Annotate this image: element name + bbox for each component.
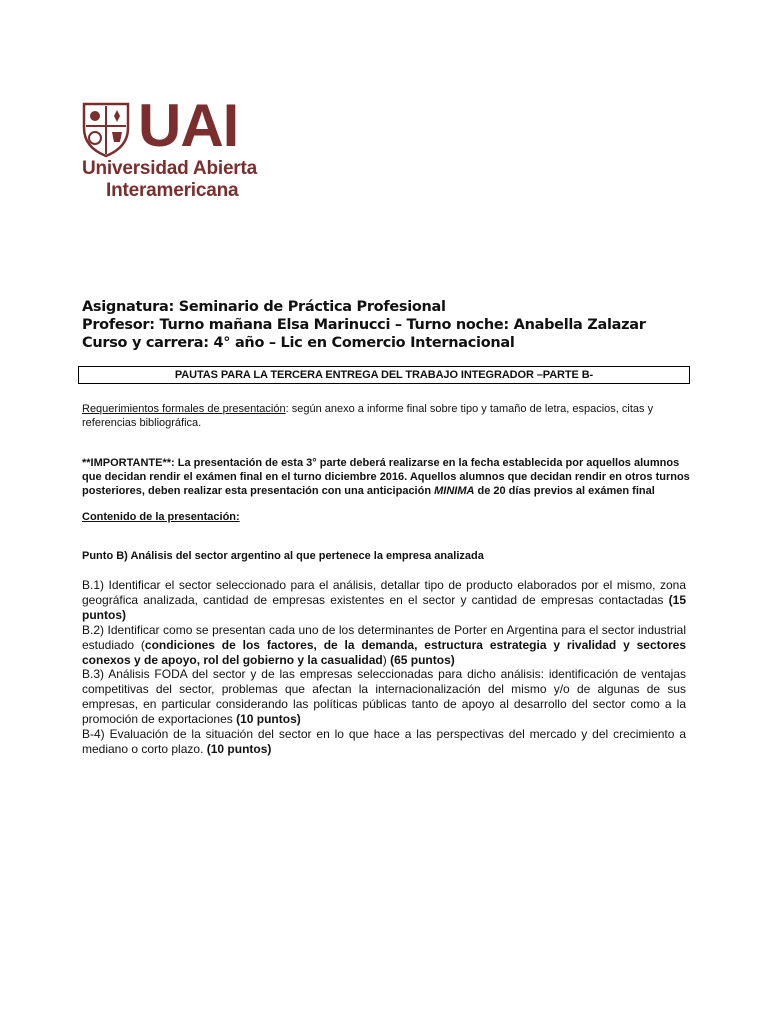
item-b3-points: (10 puntos) <box>236 712 301 726</box>
item-b4-points: (10 puntos) <box>206 742 272 756</box>
brand-mark: UAI <box>138 92 239 159</box>
requerimientos-text: : según anexo a informe final sobre tipo y tamaño de letra, espacios, citas y referencias bibliográfica. <box>82 403 654 429</box>
item-b1-text: B.1) Identificar el sector seleccionado para el análisis, detallar tipo de producto elaborados por el mismo, zona geográfica analizada, cantidad de empresas existentes en el sector y cantidad de empresas contactadas <box>82 578 686 607</box>
item-b3 <box>82 667 686 727</box>
item-b1-points: (15 puntos) <box>82 593 686 622</box>
importante-label: **IMPORTANTE**: <box>82 457 175 469</box>
requerimientos-paragraph <box>82 402 692 430</box>
brand-name-line2: Interamericana <box>106 180 239 201</box>
item-b3-text: B.3) Análisis FODA del sector y de las empresas seleccionadas para dicho análisis: identificación de ventajas competitivas del sector, problemas que afectan la internacionalización del mismo y/o de algunas de sus empresas, en particular considerando las políticas públicas tanto de apoyo al desarrollo del sector como a la promoción de exportaciones <box>82 667 686 726</box>
item-b2-text-b: ) <box>382 653 391 667</box>
item-b2-bold-a: condiciones de los factores, de la demanda, estructura estrategia y rivalidad y sectores conexos y de apoyo, rol del gobierno y la casualidad <box>82 638 686 667</box>
item-b4 <box>82 727 686 757</box>
importante-paragraph <box>82 456 692 498</box>
item-b2 <box>82 623 686 668</box>
importante-italic: MINIMA <box>434 485 475 497</box>
item-b2-points: (65 puntos) <box>390 653 455 667</box>
curso-line: Curso y carrera: 4° año – Lic en Comercio Internacional <box>82 335 515 351</box>
document-title: PAUTAS PARA LA TERCERA ENTREGA DEL TRABAJO INTEGRADOR –PARTE B- <box>78 366 690 384</box>
item-b1 <box>82 578 686 623</box>
importante-text-a: La presentación de esta 3° parte deberá realizarse en la fecha establecida por aquellos alumnos que decidan rendir el exámen final en el turno diciembre 2016. Aquellos alumnos que decidan rendir en otros turnos posteriores, deben realizar esta presentación con una anticipación <box>82 457 690 497</box>
uai-logo <box>82 92 272 201</box>
item-b2-text-a: B.2) Identificar como se presentan cada uno de los determinantes de Porter en Argentina para el sector industrial estudiado ( <box>82 623 686 652</box>
course-header <box>82 298 702 352</box>
profesor-line: Profesor: Turno mañana Elsa Marinucci – Turno noche: Anabella Zalazar <box>82 317 646 333</box>
punto-b-heading: Punto B) Análisis del sector argentino al que pertenece la empresa analizada <box>82 550 484 562</box>
asignatura-line: Asignatura: Seminario de Práctica Profesional <box>82 299 446 315</box>
shield-crest-icon <box>82 102 130 158</box>
item-b4-text: B-4) Evaluación de la situación del sector en lo que hace a las perspectivas del mercado y del crecimiento a mediano o corto plazo. <box>82 727 686 756</box>
contenido-label: Contenido de la presentación: <box>82 511 240 523</box>
requerimientos-label: Requerimientos formales de presentación <box>82 403 286 415</box>
brand-name-line1: Universidad Abierta <box>82 158 257 179</box>
importante-text-b: de 20 días previos al exámen final <box>474 485 655 497</box>
